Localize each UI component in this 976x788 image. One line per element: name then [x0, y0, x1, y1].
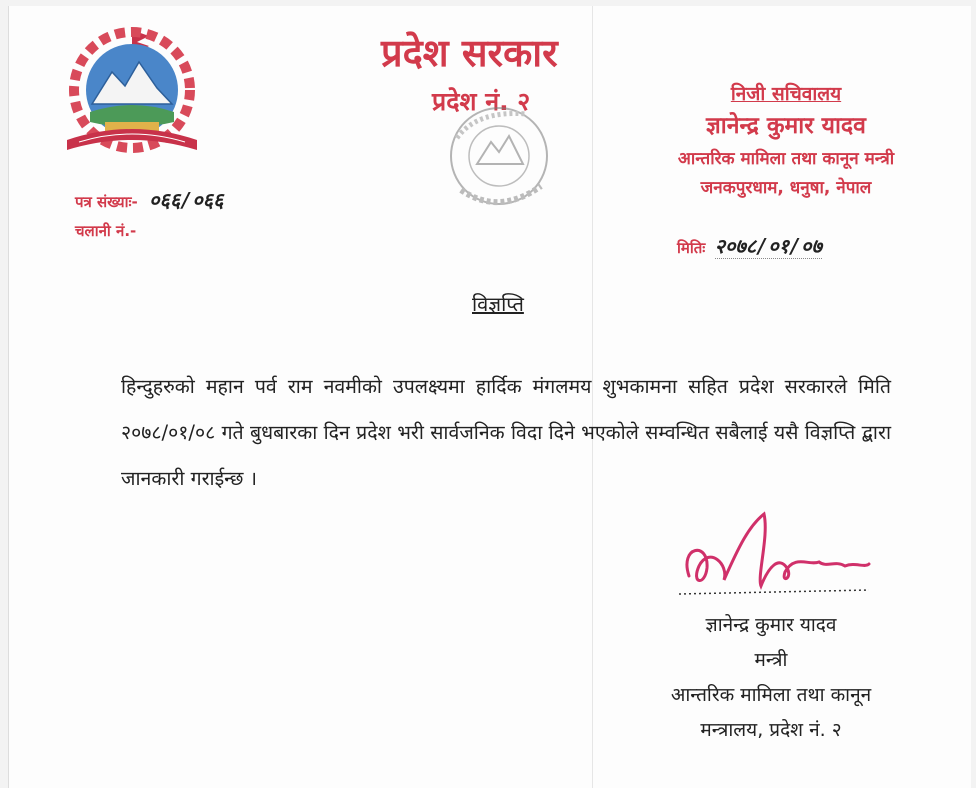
nepal-coat-of-arms-icon [57, 22, 207, 162]
letterhead-page [8, 6, 971, 788]
official-seal-stamp-icon [437, 98, 567, 218]
government-title: प्रदेश सरकार [381, 31, 558, 75]
office-header-block [621, 80, 951, 198]
office-address: जनकपुरधाम, धनुषा, नेपाल [700, 178, 872, 198]
date-value: २०७८/०१/०७ [714, 234, 822, 258]
letter-number-value: ०६६/०६६ [149, 188, 224, 212]
letter-number-label: पत्र संख्याः- [75, 193, 138, 211]
notice-title: विज्ञप्ति [472, 292, 524, 316]
signatory-ministry-line1: आन्तरिक मामिला तथा कानून [670, 684, 872, 706]
minister-designation: आन्तरिक मामिला तथा कानून मन्त्री [677, 149, 895, 169]
signatory-name: ज्ञानेन्द्र कुमार यादव [705, 614, 837, 636]
notice-body: हिन्दुहरुको महान पर्व राम नवमीको उपलक्ष्यमा हार्दिक मंगलमय शुभकामना सहित प्रदेश सरकारले मिति २०७८/०१/०८ गते बुधबारका दिन प्रदेश भरी सार्वजनिक विदा दिने भएकोले सम्वन्धित सबैलाई यसै विज्ञप्ति द्बारा जानकारी गराईन्छ । [121, 375, 891, 490]
date-label: मितिः [677, 239, 706, 257]
dispatch-number-label: चलानी नं.- [75, 222, 137, 240]
signatory-role: मन्त्री [754, 649, 788, 671]
province-subtitle: प्रदेश नं. २ [432, 87, 531, 116]
minister-name: ज्ञानेन्द्र कुमार यादव [706, 113, 866, 139]
signature-scribble [669, 506, 879, 601]
signatory-ministry-line2: मन्त्रालय, प्रदेश नं. २ [700, 719, 842, 741]
letter-number-row [75, 186, 223, 213]
date-row [677, 232, 822, 259]
office-name: निजी सचिवालय [730, 83, 842, 105]
signature-block [621, 608, 921, 748]
